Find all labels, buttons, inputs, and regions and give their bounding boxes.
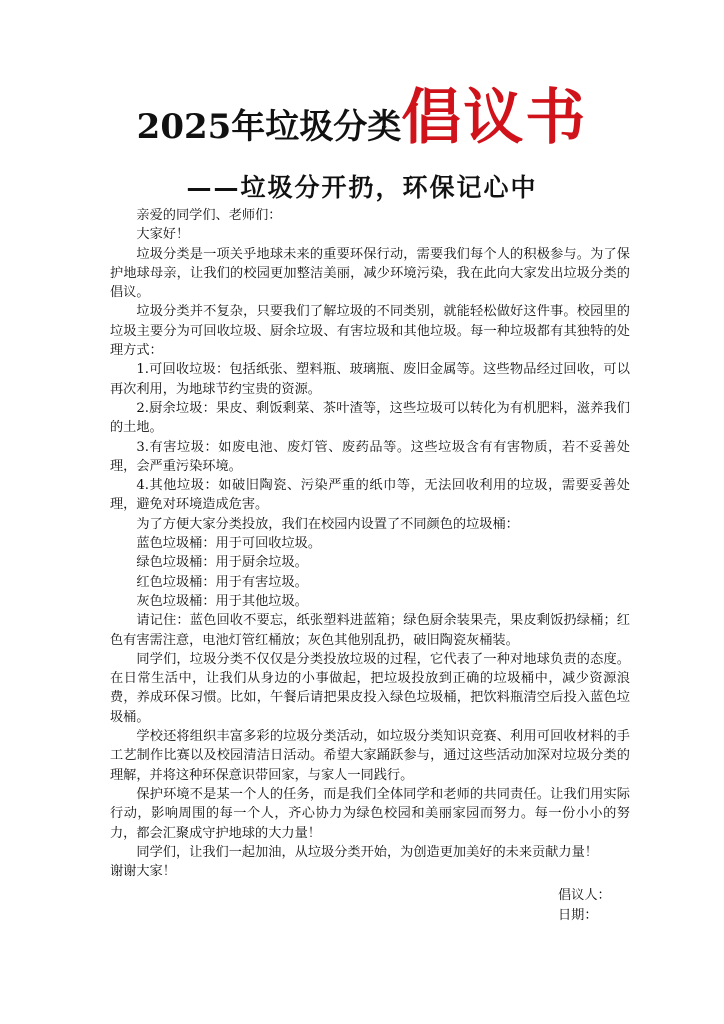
thanks: 谢谢大家！ [110,864,176,880]
document-subtitle: ——垃圾分开扔，环保记心中 [186,173,538,202]
paragraph-intro: 垃圾分类是一项关乎地球未来的重要环保行动，需要我们每个人的积极参与。为了保护地球母亲，让我们的校园更加整洁美丽，减少环境污染，我在此向大家发出垃圾分类的倡议。 [110,246,630,301]
paragraph-closing: 同学们，让我们一起加油，从垃圾分类开始，为创造更加美好的未来贡献力量！ [136,844,598,860]
category-recyclable: 1.可回收垃圾：包括纸张、塑料瓶、玻璃瓶、废旧金属等。这些物品经过回收，可以再次利用，为地球节约宝贵的资源。 [110,362,630,397]
bin-gray: 灰色垃圾桶：用于其他垃圾。 [136,593,308,609]
paragraph-responsibility: 保护环境不是某一个人的任务，而是我们全体同学和老师的共同责任。让我们用实际行动，影响周围的每一个人，齐心协力为绿色校园和美丽家园而努力。每一份小小的努力，都会汇聚成守护地球的大力量！ [110,786,630,841]
paragraph-attitude: 同学们，垃圾分类不仅仅是分类投放垃圾的过程，它代表了一种对地球负责的态度。在日常生活中，让我们从身边的小事做起，把垃圾投放到正确的垃圾桶中，减少资源浪费，养成环保习惯。比如，午餐后请把果皮投入绿色垃圾桶，把饮料瓶清空后投入蓝色垃圾桶。 [110,651,630,725]
paragraph-categories-intro: 垃圾分类并不复杂，只要我们了解垃圾的不同类别，就能轻松做好这件事。校园里的垃圾主要分为可回收垃圾、厨余垃圾、有害垃圾和其他垃圾。每一种垃圾都有其独特的处理方式： [110,304,630,359]
bin-blue: 蓝色垃圾桶：用于可回收垃圾。 [136,536,322,552]
paragraph-bins-intro: 为了方便大家分类投放，我们在校园内设置了不同颜色的垃圾桶： [136,516,519,532]
bin-red: 红色垃圾桶：用于有害垃圾。 [136,574,308,590]
salutation: 亲爱的同学们、老师们： [136,208,282,223]
bin-green: 绿色垃圾桶：用于厨余垃圾。 [136,555,308,571]
greeting: 大家好！ [136,227,190,243]
document-body [110,206,630,881]
date-label: 日期： [558,908,598,923]
category-hazardous: 3.有害垃圾：如废电池、废灯管、废药品等。这些垃圾含有有害物质，若不妥善处理，会严重污染环境。 [110,439,630,474]
category-kitchen: 2.厨余垃圾：果皮、剩饭剩菜、茶叶渣等，这些垃圾可以转化为有机肥料，滋养我们的土地。 [110,400,630,436]
category-other: 4.其他垃圾：如破旧陶瓷、污染严重的纸巾等，无法回收利用的垃圾，需要妥善处理，避免对环境造成危害。 [110,478,630,513]
title-main-text: 2025年垃圾分类 [136,107,402,147]
paragraph-activities: 学校还将组织丰富多彩的垃圾分类活动，如垃圾分类知识竞赛、利用可回收材料的手工艺制作比赛以及校园清洁日活动。希望大家踊跃参与，通过这些活动加深对垃圾分类的理解，并将这种环保意识带回家，与家人一同践行。 [110,729,630,783]
title-highlight-text: 倡议书 [401,83,588,153]
document-title [0,83,724,153]
initiator-label: 倡议人： [558,888,611,903]
paragraph-mnemonic: 请记住：蓝色回收不要忘，纸张塑料进蓝箱；绿色厨余装果壳，果皮剩饭扔绿桶；红色有害需注意，电池灯管红桶放；灰色其他别乱扔，破旧陶瓷灰桶装。 [110,613,630,648]
